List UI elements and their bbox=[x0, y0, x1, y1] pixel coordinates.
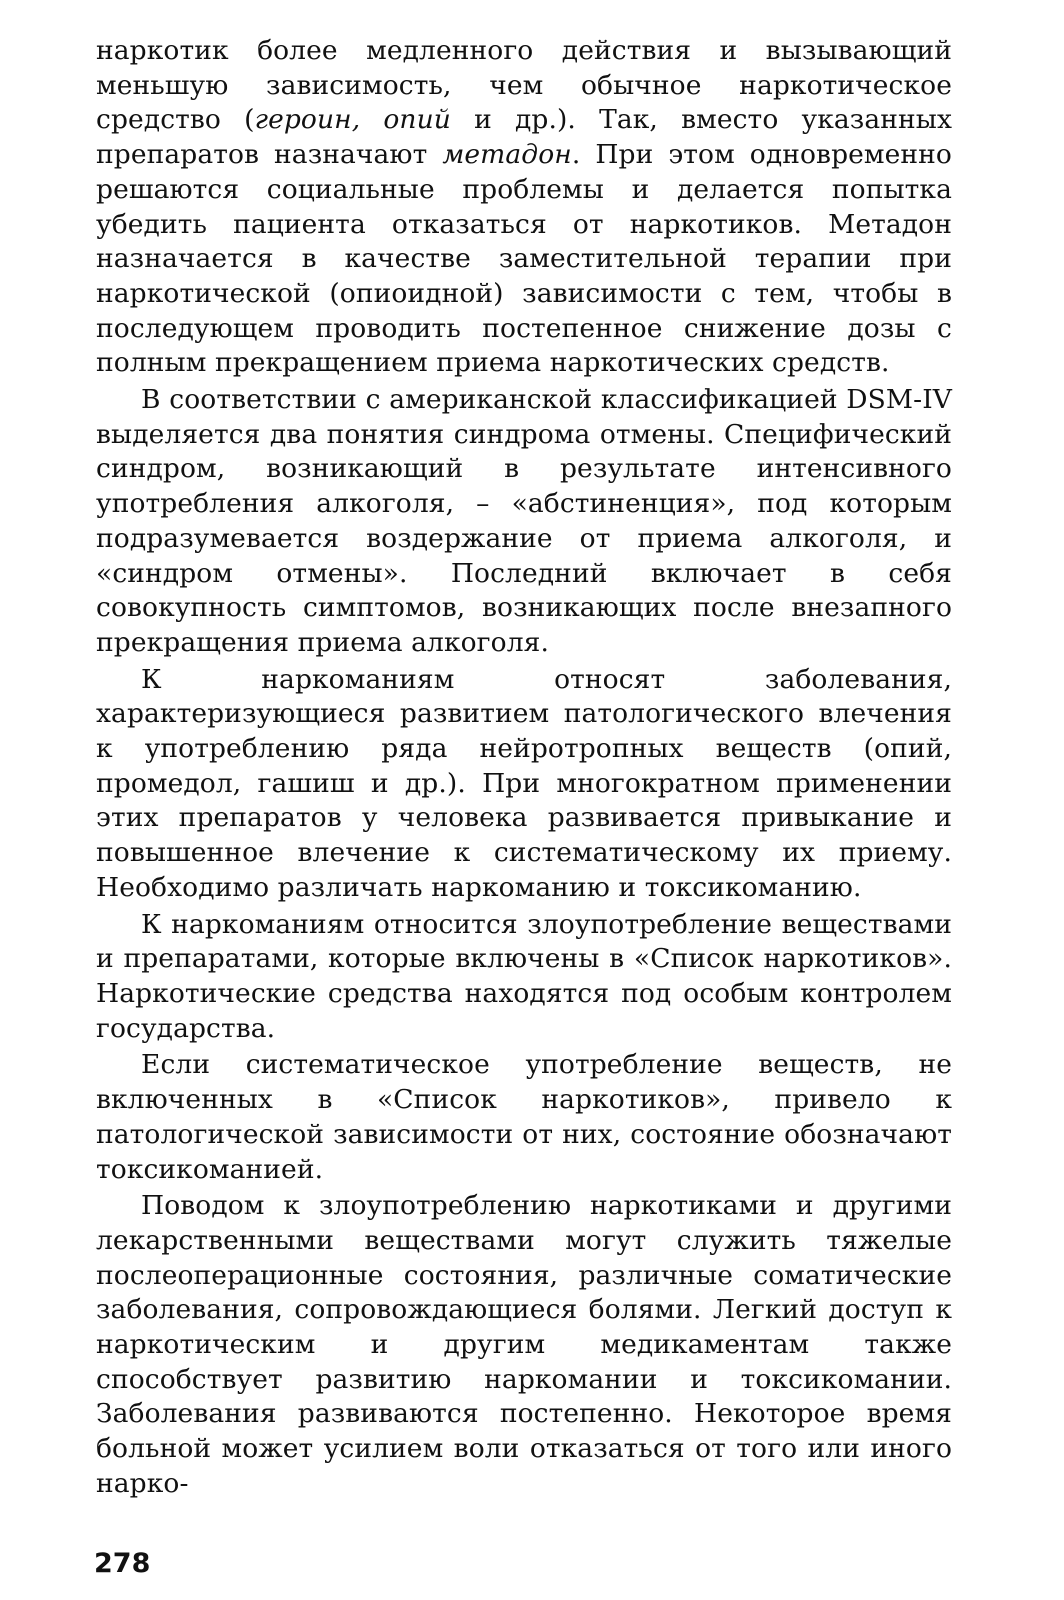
page-number: 278 bbox=[94, 1548, 151, 1579]
paragraph-1-emphasis-methadone: метадон bbox=[442, 139, 572, 171]
paragraph-3: К наркоманиям относят заболевания, характеризующиеся развитием патологического влечения к употреблению ряда нейротропных веществ (опий, промедол, гашиш и др.). При многократном применении этих препаратов у человека развивается привыкание и повышенное влечение к систематическому их приему. Необходимо различать наркоманию и токсикоманию. bbox=[96, 663, 952, 903]
paragraph-1-middle: и др.). Так, вместо указанных препаратов назначают bbox=[96, 104, 952, 171]
body-text bbox=[96, 34, 952, 1502]
paragraph-2: В соответствии с американской классификацией DSM-IV выделяется два понятия синдрома отмены. Специфический синдром, возникающий в результате интенсивного употребления алкоголя, – «абстиненция», под которым подразумевается воздержание от приема алкоголя, и «синдром отмены». Последний включает в себя совокупность симптомов, возникающих после внезапного прекращения приема алкоголя. bbox=[96, 384, 952, 658]
paragraph-6: Поводом к злоупотреблению наркотиками и другими лекарственными веществами могут служить тяжелые послеоперационные состояния, различные соматические заболевания, сопровождающиеся болями. Легкий доступ к наркотическим и другим медикаментам также способствует развитию наркомании и токсикомании. Заболевания развиваются постепенно. Некоторое время больной может усилием воли отказаться от того или иного нарко- bbox=[96, 1190, 952, 1499]
paragraph-5: Если систематическое употребление веществ, не включенных в «Список наркотиков», привело к патологической зависимости от них, состояние обозначают токсикоманией. bbox=[96, 1049, 952, 1185]
paragraph-4: К наркоманиям относится злоупотребление веществами и препаратами, которые включены в «Список наркотиков». Наркотические средства находятся под особым контролем государства. bbox=[96, 908, 952, 1044]
paragraph-1-emphasis-drugs: героин, опий bbox=[254, 104, 451, 136]
paragraph-1-lead: наркотик более медленного действия и вызывающий меньшую зависимость, чем обычное наркотическое средство ( bbox=[96, 35, 952, 136]
paragraph-1-tail: . При этом одновременно решаются социальные проблемы и делается попытка убедить пациента отказаться от наркотиков. Метадон назначается в качестве заместительной терапии при наркотической (опиоидной) зависимости с тем, чтобы в последующем проводить постепенное снижение дозы с полным прекращением приема наркотических средств. bbox=[96, 139, 952, 379]
paragraph-1 bbox=[96, 34, 952, 381]
